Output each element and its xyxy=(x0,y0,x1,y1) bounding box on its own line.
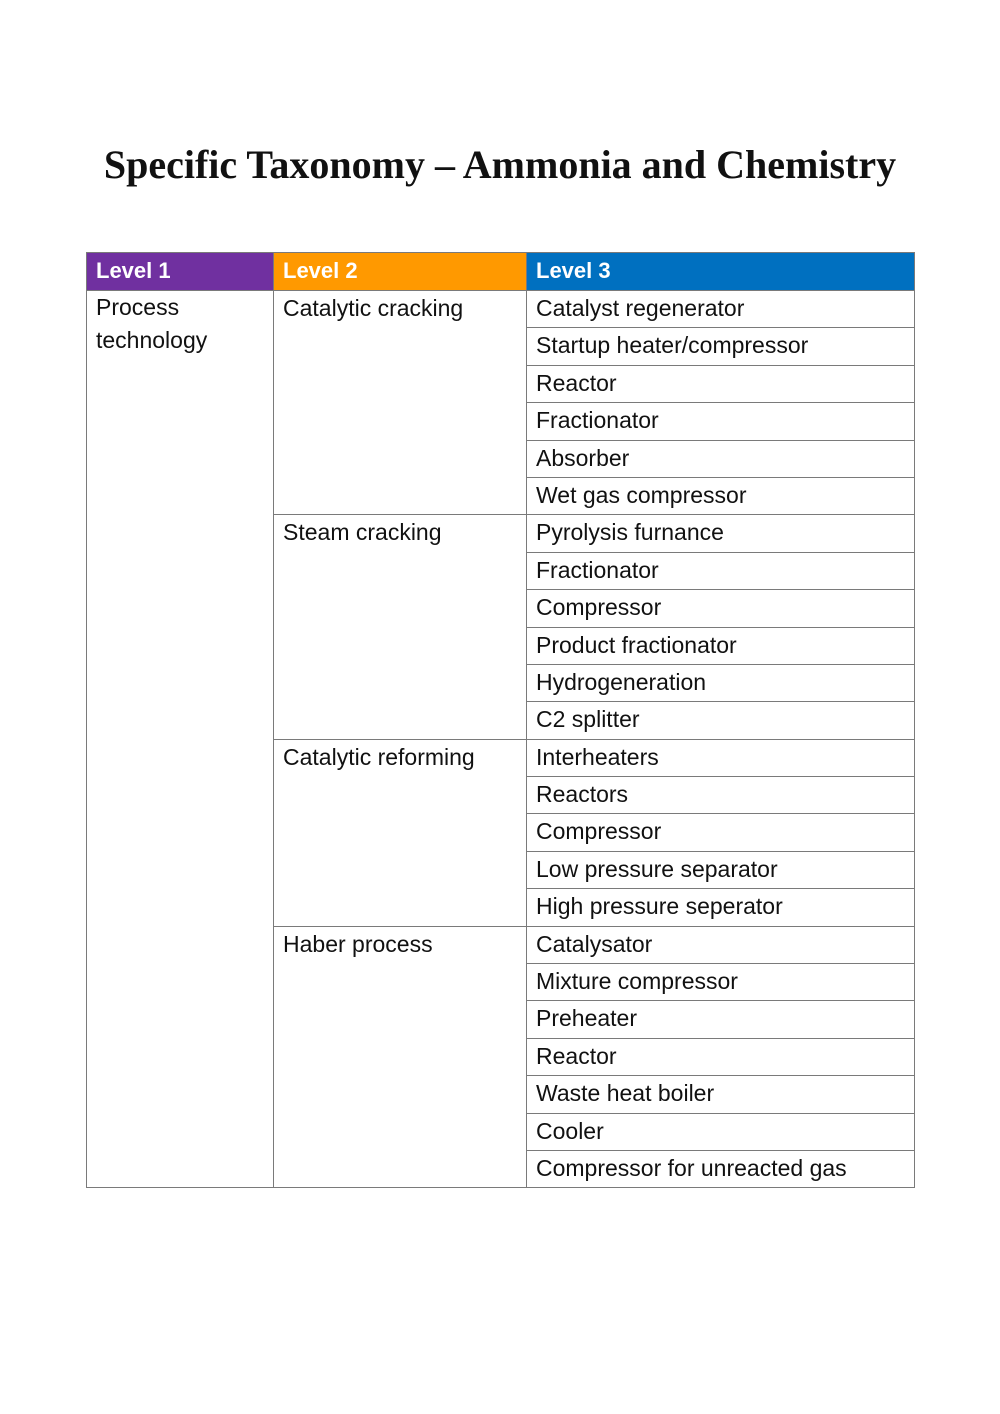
level-3-cell: Catalyst regenerator xyxy=(527,291,915,328)
level-3-cell: Compressor xyxy=(527,814,915,851)
level-3-cell: Fractionator xyxy=(527,552,915,589)
level-2-cell: Steam cracking xyxy=(274,515,527,739)
level-3-cell: Mixture compressor xyxy=(527,964,915,1001)
level-3-cell: High pressure seperator xyxy=(527,889,915,926)
level-3-cell: Startup heater/compressor xyxy=(527,328,915,365)
level-3-cell: C2 splitter xyxy=(527,702,915,739)
table-row xyxy=(87,291,915,328)
level-3-cell: Cooler xyxy=(527,1113,915,1150)
taxonomy-table xyxy=(86,252,915,1188)
level-2-cell: Catalytic cracking xyxy=(274,291,527,515)
level-3-cell: Reactors xyxy=(527,777,915,814)
level-3-cell: Pyrolysis furnance xyxy=(527,515,915,552)
level-3-cell: Reactor xyxy=(527,1038,915,1075)
level-3-cell: Catalysator xyxy=(527,926,915,963)
level-3-cell: Compressor xyxy=(527,590,915,627)
level-3-cell: Absorber xyxy=(527,440,915,477)
level-3-cell: Waste heat boiler xyxy=(527,1076,915,1113)
level-3-cell: Interheaters xyxy=(527,739,915,776)
header-level-2: Level 2 xyxy=(274,253,527,291)
level-3-cell: Fractionator xyxy=(527,403,915,440)
level-3-cell: Compressor for unreacted gas xyxy=(527,1150,915,1187)
level-3-cell: Product fractionator xyxy=(527,627,915,664)
level-3-cell: Preheater xyxy=(527,1001,915,1038)
header-row xyxy=(87,253,915,291)
level-3-cell: Hydrogeneration xyxy=(527,664,915,701)
level-3-cell: Low pressure separator xyxy=(527,851,915,888)
level-2-cell: Haber process xyxy=(274,926,527,1188)
level-2-cell: Catalytic reforming xyxy=(274,739,527,926)
level-3-cell: Wet gas compressor xyxy=(527,477,915,514)
level-3-cell: Reactor xyxy=(527,365,915,402)
header-level-1: Level 1 xyxy=(87,253,274,291)
page-title: Specific Taxonomy – Ammonia and Chemistry xyxy=(103,142,897,187)
level-1-cell: Process technology xyxy=(87,291,274,1188)
header-level-3: Level 3 xyxy=(527,253,915,291)
